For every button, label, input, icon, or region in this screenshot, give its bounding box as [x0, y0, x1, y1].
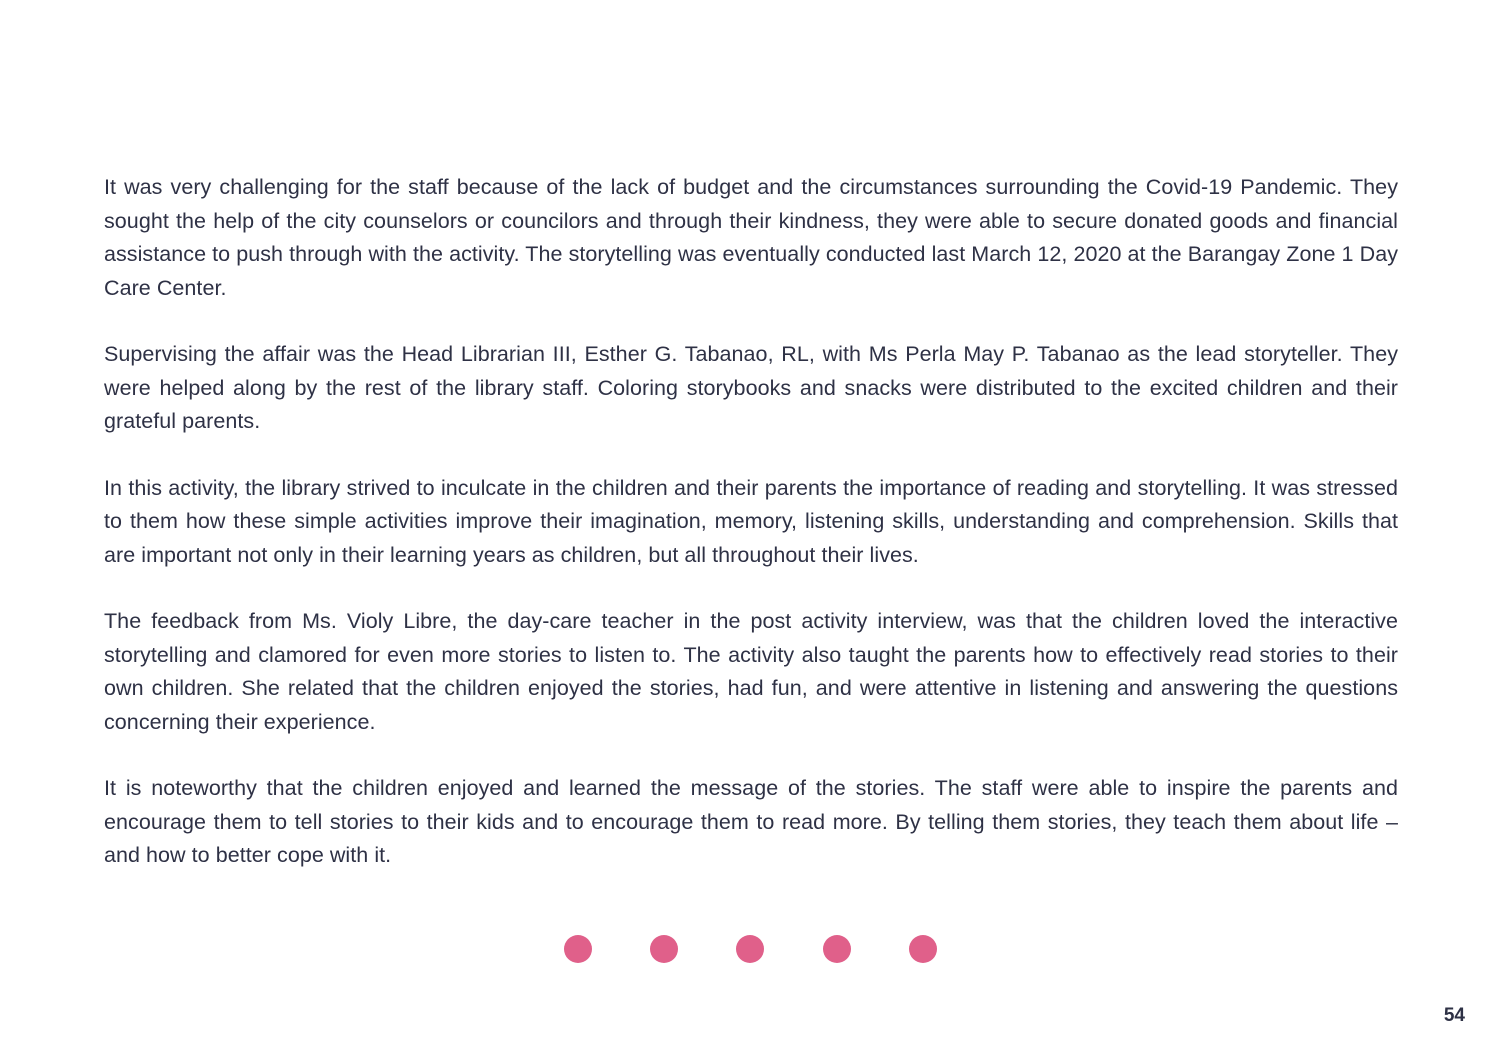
page-number: 54 [1443, 1005, 1465, 1026]
decorative-dot [564, 935, 592, 963]
decorative-dot [823, 935, 851, 963]
article-body [104, 171, 1398, 873]
paragraph-5: It is noteworthy that the children enjoyed and learned the message of the stories. The staff were able to inspire the parents and encourage them to tell stories to their kids and to encourage them to read more. By telling them stories, they teach them about life – and how to better cope with it. [104, 776, 1398, 867]
paragraph-2: Supervising the affair was the Head Librarian III, Esther G. Tabanao, RL, with Ms Perla May P. Tabanao as the lead storyteller. They were helped along by the rest of the library staff. Coloring storybooks and snacks were distributed to the excited children and their grateful parents. [104, 342, 1398, 433]
paragraph-1: It was very challenging for the staff because of the lack of budget and the circumstances surrounding the Covid-19 Pandemic. They sought the help of the city counselors or councilors and through their kindness, they were able to secure donated goods and financial assistance to push through with the activity. The storytelling was eventually conducted last March 12, 2020 at the Barangay Zone 1 Day Care Center. [104, 175, 1398, 300]
paragraph-4: The feedback from Ms. Violy Libre, the day-care teacher in the post activity interview, was that the children loved the interactive storytelling and clamored for even more stories to listen to. The activity also taught the parents how to effectively read stories to their own children. She related that the children enjoyed the stories, had fun, and were attentive in listening and answering the questions concerning their experience. [104, 609, 1398, 734]
paragraph-3: In this activity, the library strived to inculcate in the children and their parents the importance of reading and storytelling. It was stressed to them how these simple activities improve their imagination, memory, listening skills, understanding and comprehension. Skills that are important not only in their learning years as children, but all throughout their lives. [104, 475, 1398, 567]
decorative-dot [736, 935, 764, 963]
decorative-dot [650, 935, 678, 963]
decorative-dots [564, 935, 940, 963]
decorative-dot [909, 935, 937, 963]
